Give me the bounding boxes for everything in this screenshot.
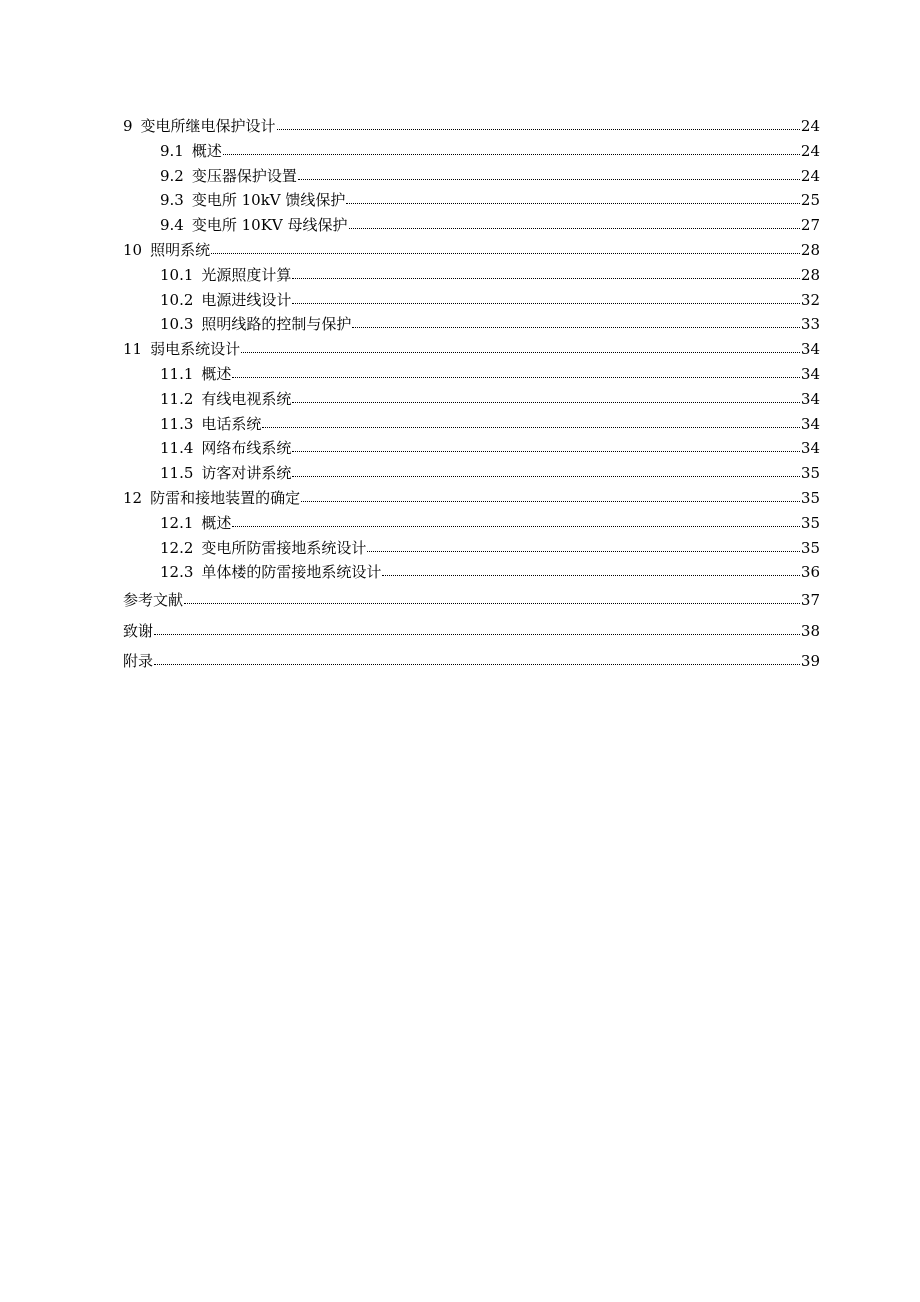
toc-entry-title: 概述 [191, 141, 222, 160]
toc-entry-title: 网络布线系统 [201, 439, 292, 458]
toc-subsection-entry[interactable] [123, 387, 820, 412]
toc-entry-number: 9 [123, 117, 133, 135]
dot-leader [232, 523, 799, 527]
table-of-contents [123, 114, 820, 677]
toc-entry-number: 11.1 [160, 364, 194, 383]
dot-leader [292, 399, 799, 403]
toc-entry-number: 10.3 [160, 315, 194, 334]
toc-entry-page-number: 33 [800, 315, 820, 334]
toc-entry-page-number: 24 [800, 117, 820, 135]
toc-entry-title: 光源照度计算 [201, 265, 292, 284]
toc-subsection-entry[interactable] [123, 536, 820, 561]
dot-leader [292, 473, 799, 477]
toc-entry-number: 11.3 [160, 414, 194, 433]
dot-leader [292, 275, 799, 279]
toc-chapter-entry[interactable] [123, 114, 820, 139]
toc-backmatter-entry[interactable] [123, 616, 820, 647]
toc-subsection-entry[interactable] [123, 139, 820, 164]
toc-subsection-entry[interactable] [123, 362, 820, 387]
toc-subsection-entry[interactable] [123, 511, 820, 536]
toc-entry-page-number: 28 [800, 240, 820, 259]
toc-entry-number: 9.1 [160, 141, 184, 160]
toc-entry-page-number: 34 [800, 389, 820, 408]
toc-subsection-entry[interactable] [123, 461, 820, 486]
dot-leader [352, 324, 799, 328]
toc-entry-number: 9.3 [160, 191, 184, 210]
dot-leader [367, 548, 799, 552]
toc-entry-page-number: 36 [800, 563, 820, 582]
dot-leader [232, 374, 799, 378]
toc-entry-title: 变压器保护设置 [191, 166, 297, 185]
toc-subsection-entry[interactable] [123, 164, 820, 189]
toc-subsection-entry[interactable] [123, 188, 820, 213]
toc-entry-title: 概述 [201, 364, 232, 383]
toc-entry-page-number: 28 [800, 265, 820, 284]
toc-entry-page-number: 34 [800, 414, 820, 433]
toc-chapter-entry[interactable] [123, 238, 820, 263]
dot-leader [154, 631, 800, 635]
toc-entry-page-number: 34 [800, 439, 820, 458]
toc-entry-title: 致谢 [123, 621, 154, 640]
toc-entry-title: 访客对讲系统 [201, 464, 292, 483]
toc-entry-number: 9.4 [160, 216, 184, 235]
toc-entry-title: 概述 [201, 513, 232, 532]
toc-entry-number: 11.5 [160, 464, 194, 483]
toc-entry-title: 单体楼的防雷接地系统设计 [201, 563, 382, 582]
toc-subsection-entry[interactable] [123, 312, 820, 337]
toc-entry-number: 11.2 [160, 389, 194, 408]
dot-leader [184, 600, 800, 604]
toc-entry-page-number: 25 [800, 191, 820, 210]
dot-leader [298, 176, 800, 180]
toc-entry-title: 照明线路的控制与保护 [201, 315, 352, 334]
toc-subsection-entry[interactable] [123, 560, 820, 585]
toc-subsection-entry[interactable] [123, 263, 820, 288]
toc-entry-page-number: 27 [800, 216, 820, 235]
toc-entry-number: 11.4 [160, 439, 194, 458]
toc-entry-page-number: 35 [800, 538, 820, 557]
toc-entry-number: 10.2 [160, 290, 194, 309]
toc-subsection-entry[interactable] [123, 436, 820, 461]
toc-entry-number: 9.2 [160, 166, 184, 185]
dot-leader [277, 126, 800, 130]
dot-leader [292, 448, 799, 452]
dot-leader [349, 225, 800, 229]
toc-chapter-entry[interactable] [123, 486, 820, 511]
toc-entry-title: 变电所 10kV 馈线保护 [191, 191, 346, 210]
dot-leader [223, 151, 800, 155]
toc-entry-title: 有线电视系统 [201, 389, 292, 408]
dot-leader [382, 572, 799, 576]
toc-entry-number: 12.3 [160, 563, 194, 582]
toc-entry-title: 变电所 10KV 母线保护 [191, 216, 348, 235]
toc-entry-page-number: 35 [800, 513, 820, 532]
toc-entry-title: 电话系统 [201, 414, 262, 433]
dot-leader [211, 250, 800, 254]
toc-subsection-entry[interactable] [123, 412, 820, 437]
toc-entry-number: 10 [123, 240, 143, 259]
toc-entry-title: 电源进线设计 [201, 290, 292, 309]
toc-entry-title: 参考文献 [123, 591, 184, 610]
toc-entry-title: 防雷和接地装置的确定 [150, 488, 301, 507]
toc-backmatter-entry[interactable] [123, 646, 820, 677]
toc-entry-title: 附录 [123, 652, 154, 671]
toc-entry-title: 照明系统 [150, 240, 211, 259]
toc-entry-title: 弱电系统设计 [150, 340, 241, 359]
toc-entry-title: 变电所继电保护设计 [140, 117, 276, 135]
dot-leader [262, 424, 799, 428]
dot-leader [292, 300, 799, 304]
toc-entry-page-number: 34 [800, 364, 820, 383]
toc-entry-page-number: 24 [800, 166, 820, 185]
dot-leader [154, 661, 800, 665]
dot-leader [346, 200, 800, 204]
dot-leader [301, 498, 800, 502]
toc-backmatter-entry[interactable] [123, 585, 820, 616]
toc-entry-page-number: 34 [800, 340, 820, 359]
toc-subsection-entry[interactable] [123, 213, 820, 238]
toc-entry-page-number: 38 [800, 621, 820, 640]
toc-entry-page-number: 32 [800, 290, 820, 309]
toc-entry-number: 12 [123, 488, 143, 507]
toc-entry-page-number: 24 [800, 141, 820, 160]
dot-leader [241, 349, 800, 353]
toc-entry-title: 变电所防雷接地系统设计 [201, 538, 367, 557]
toc-entry-number: 12.2 [160, 538, 194, 557]
toc-subsection-entry[interactable] [123, 288, 820, 313]
toc-chapter-entry[interactable] [123, 337, 820, 362]
toc-entry-number: 10.1 [160, 265, 194, 284]
toc-entry-page-number: 35 [800, 488, 820, 507]
toc-entry-page-number: 39 [800, 652, 820, 671]
toc-entry-page-number: 37 [800, 591, 820, 610]
toc-entry-number: 11 [123, 340, 143, 359]
toc-entry-page-number: 35 [800, 464, 820, 483]
toc-entry-number: 12.1 [160, 513, 194, 532]
